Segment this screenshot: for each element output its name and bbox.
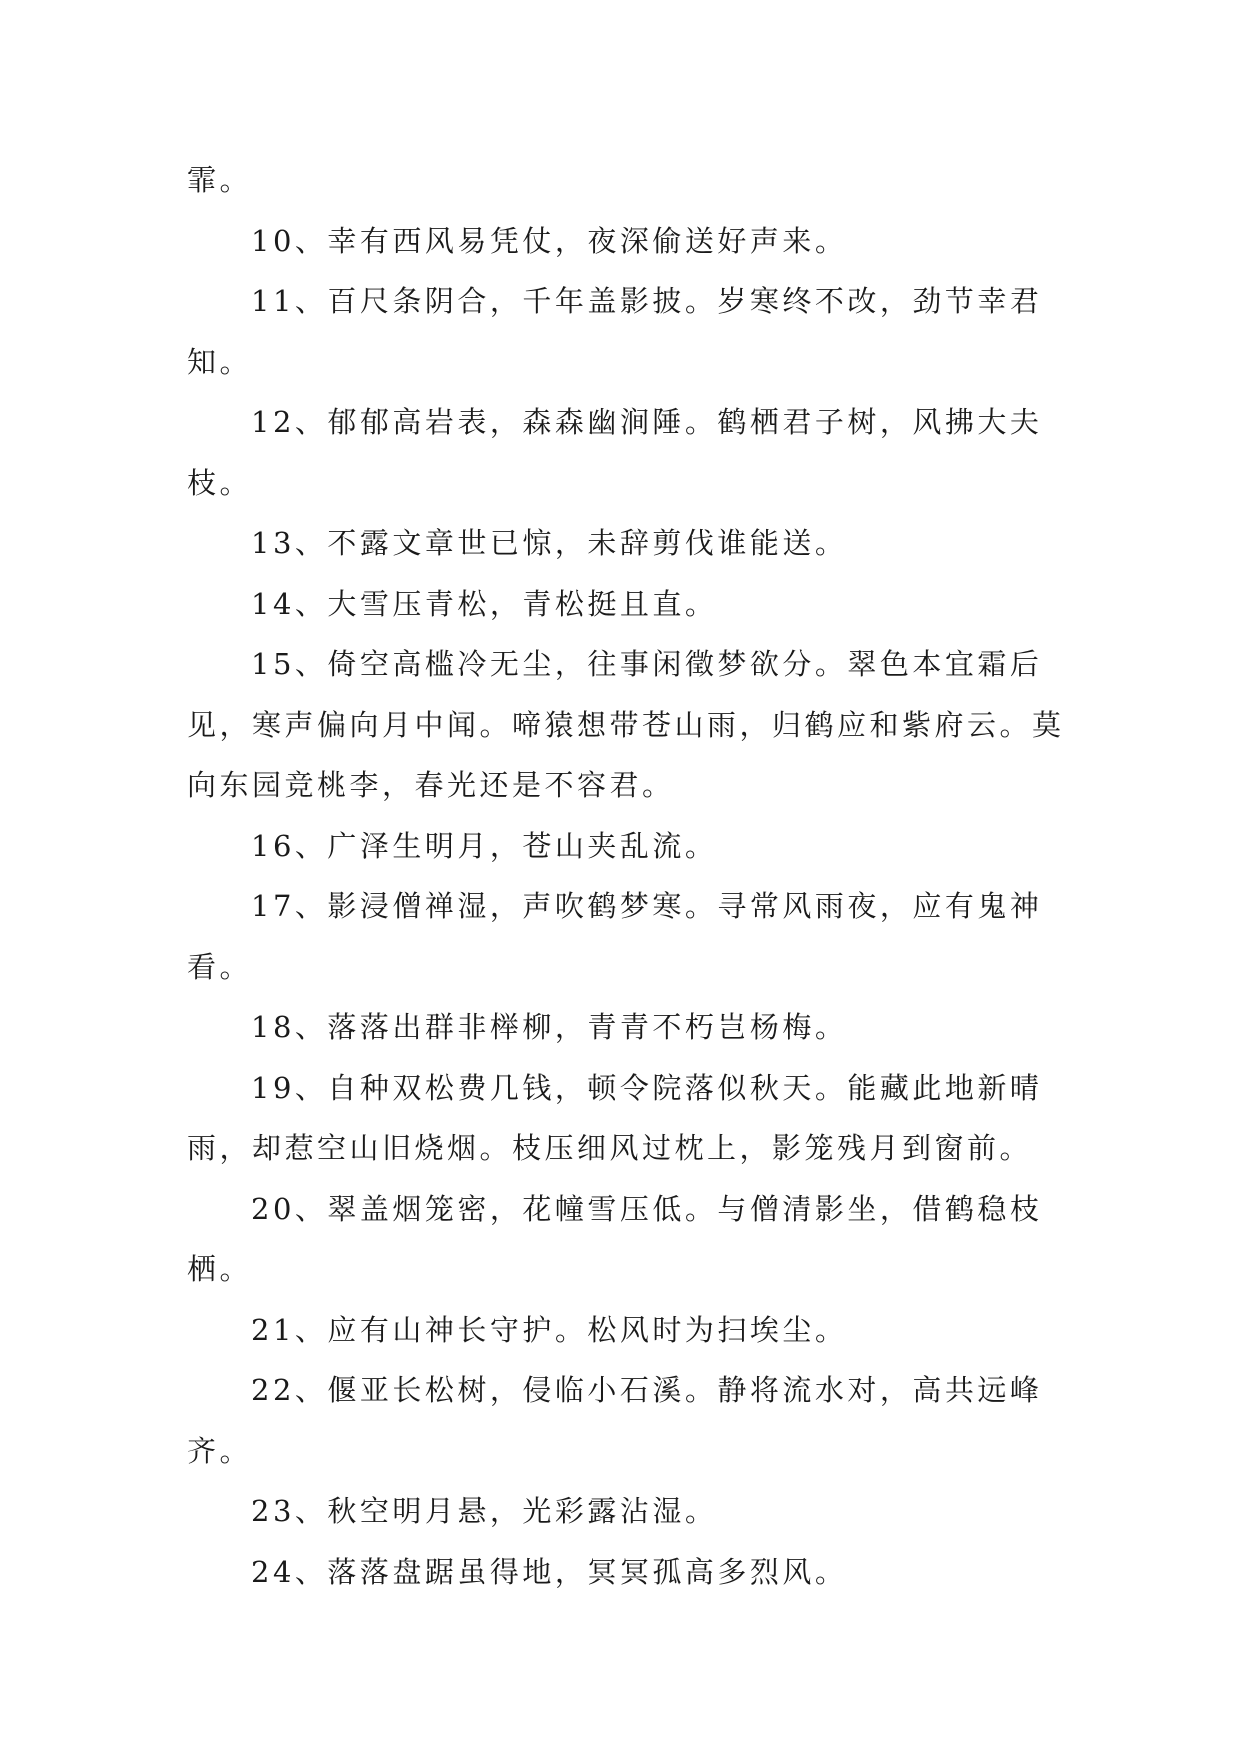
paragraph-24: 24、落落盘踞虽得地，冥冥孤高多烈风。 <box>251 1554 848 1589</box>
paragraph-11: 11、百尺条阴合，千年盖影披。岁寒终不改，劲节幸君知。 <box>187 284 1043 379</box>
paragraph-13: 13、不露文章世已惊，未辞剪伐谁能送。 <box>251 526 848 560</box>
paragraph-16: 16、广泽生明月，苍山夹乱流。 <box>251 828 718 863</box>
paragraph-20: 20、翠盖烟笼密，花幢雪压低。与僧清影坐，借鹤稳枝栖。 <box>187 1191 1043 1286</box>
poem-list <box>187 150 1065 1602</box>
paragraph-continuation: 霏。 <box>187 163 253 197</box>
paragraph-17: 17、影浸僧禅湿，声吹鹤梦寒。寻常风雨夜，应有鬼神看。 <box>187 889 1043 984</box>
paragraph-21: 21、应有山神长守护。松风时为扫埃尘。 <box>251 1312 848 1347</box>
paragraph-22: 22、偃亚长松树，侵临小石溪。静将流水对，高共远峰齐。 <box>187 1373 1043 1468</box>
paragraph-12: 12、郁郁高岩表，森森幽涧陲。鹤栖君子树，风拂大夫枝。 <box>187 405 1043 500</box>
paragraph-23: 23、秋空明月悬，光彩露沾湿。 <box>251 1494 718 1528</box>
paragraph-18: 18、落落出群非榉柳，青青不朽岂杨梅。 <box>251 1010 848 1044</box>
paragraph-10: 10、幸有西风易凭仗，夜深偷送好声来。 <box>251 223 848 258</box>
paragraph-15: 15、倚空高槛冷无尘，往事闲徵梦欲分。翠色本宜霜后见，寒声偏向月中闻。啼猿想带苍山雨，归鹤应和紫府云。莫向东园竞桃李，春光还是不容君。 <box>187 647 1065 802</box>
paragraph-14: 14、大雪压青松，青松挺且直。 <box>251 586 718 621</box>
paragraph-19: 19、自种双松费几钱，顿令院落似秋天。能藏此地新晴雨，却惹空山旧烧烟。枝压细风过枕上，影笼残月到窗前。 <box>187 1070 1043 1165</box>
